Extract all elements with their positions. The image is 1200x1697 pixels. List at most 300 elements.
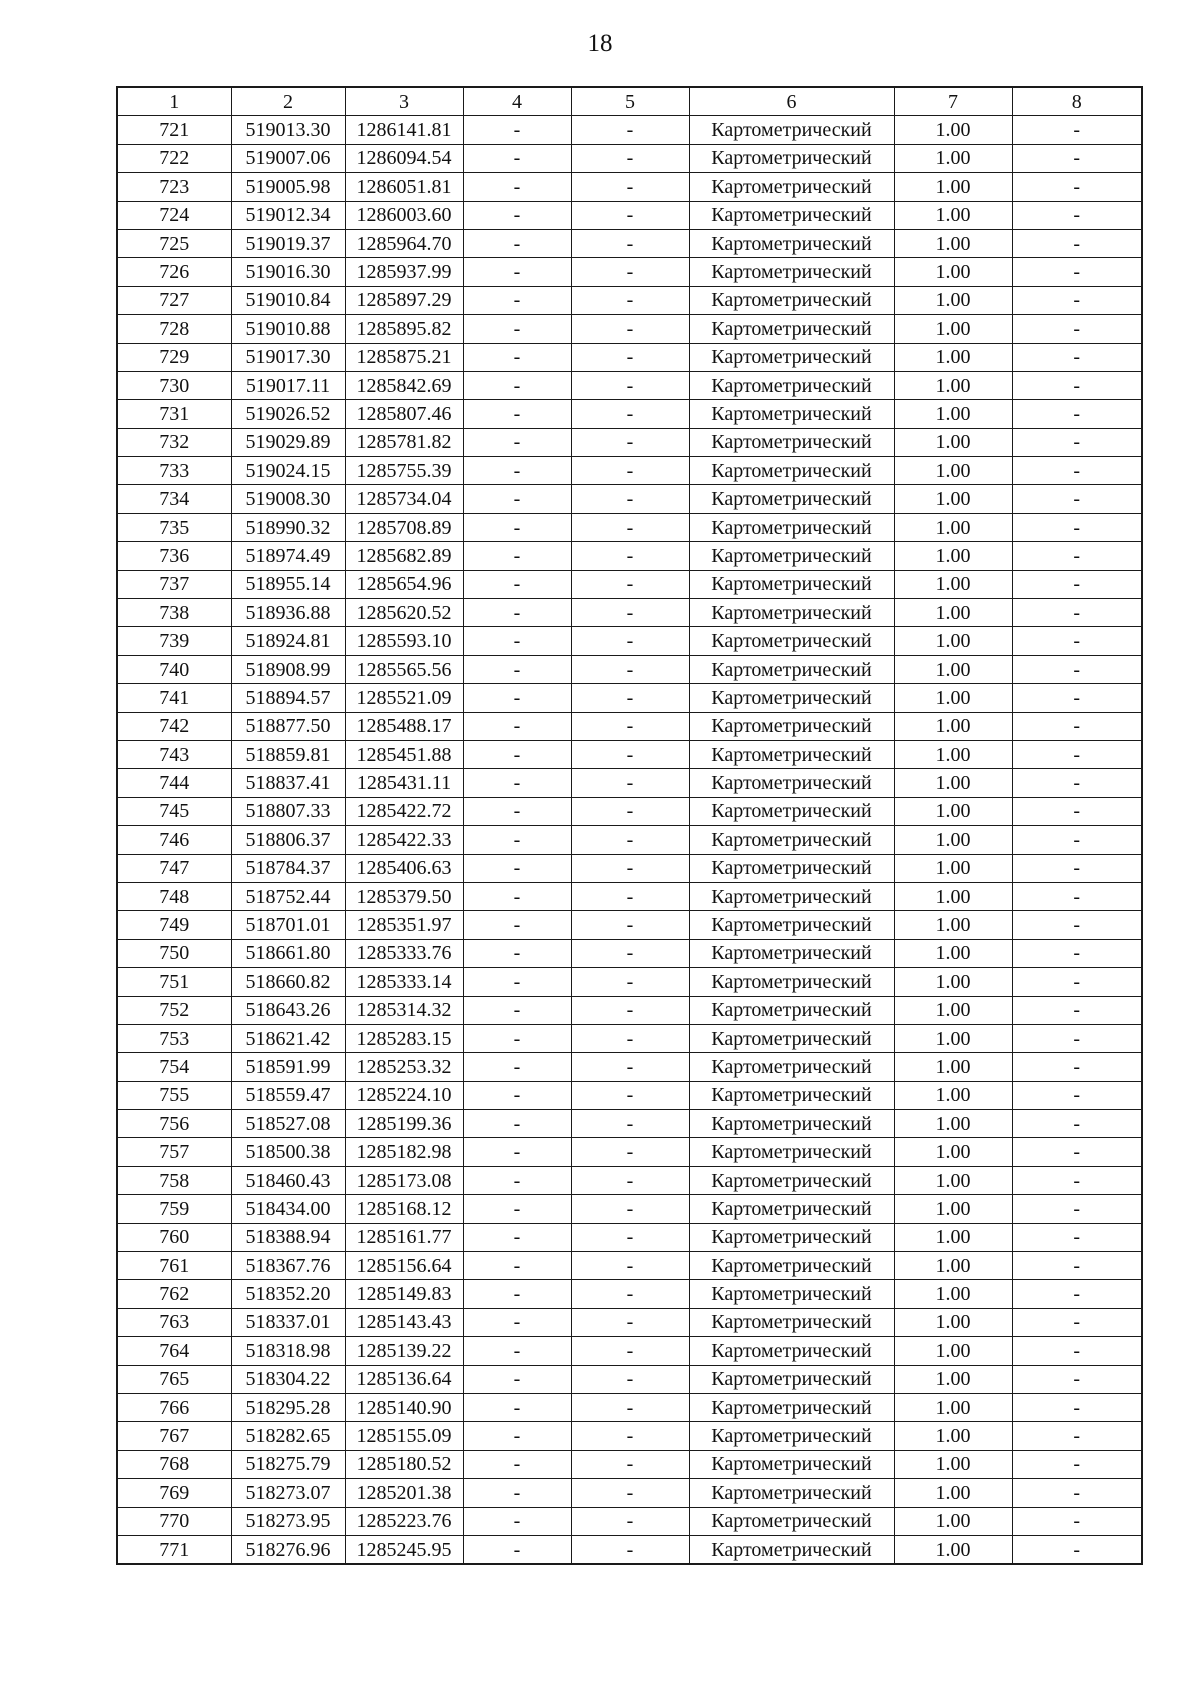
col8-cell: - (1012, 258, 1142, 286)
accuracy-cell: 1.00 (894, 485, 1012, 513)
table-header-row (117, 87, 1142, 116)
col4-cell: - (463, 229, 571, 257)
method-cell: Картометрический (689, 400, 894, 428)
column-header: 2 (231, 87, 345, 116)
col8-cell: - (1012, 1308, 1142, 1336)
col5-cell: - (571, 599, 689, 627)
point-number-cell: 736 (117, 542, 231, 570)
col4-cell: - (463, 740, 571, 768)
col4-cell: - (463, 882, 571, 910)
col4-cell: - (463, 1365, 571, 1393)
table-row (117, 1507, 1142, 1535)
method-cell: Картометрический (689, 1166, 894, 1194)
point-number-cell: 731 (117, 400, 231, 428)
table-row (117, 655, 1142, 683)
table-row (117, 740, 1142, 768)
point-number-cell: 722 (117, 144, 231, 172)
x-coordinate-cell: 518367.76 (231, 1252, 345, 1280)
col8-cell: - (1012, 1195, 1142, 1223)
y-coordinate-cell: 1285351.97 (345, 911, 463, 939)
table-row (117, 1252, 1142, 1280)
point-number-cell: 744 (117, 769, 231, 797)
y-coordinate-cell: 1285897.29 (345, 286, 463, 314)
col8-cell: - (1012, 229, 1142, 257)
table-row (117, 996, 1142, 1024)
point-number-cell: 725 (117, 229, 231, 257)
point-number-cell: 748 (117, 882, 231, 910)
col8-cell: - (1012, 1393, 1142, 1421)
accuracy-cell: 1.00 (894, 826, 1012, 854)
accuracy-cell: 1.00 (894, 1252, 1012, 1280)
col8-cell: - (1012, 371, 1142, 399)
x-coordinate-cell: 518460.43 (231, 1166, 345, 1194)
method-cell: Картометрический (689, 485, 894, 513)
col4-cell: - (463, 343, 571, 371)
method-cell: Картометрический (689, 1024, 894, 1052)
col8-cell: - (1012, 457, 1142, 485)
table-row (117, 343, 1142, 371)
col8-cell: - (1012, 144, 1142, 172)
col5-cell: - (571, 1110, 689, 1138)
col4-cell: - (463, 854, 571, 882)
col5-cell: - (571, 1195, 689, 1223)
col8-cell: - (1012, 854, 1142, 882)
x-coordinate-cell: 518559.47 (231, 1081, 345, 1109)
col8-cell: - (1012, 968, 1142, 996)
col5-cell: - (571, 1535, 689, 1564)
x-coordinate-cell: 518434.00 (231, 1195, 345, 1223)
y-coordinate-cell: 1285223.76 (345, 1507, 463, 1535)
col5-cell: - (571, 826, 689, 854)
x-coordinate-cell: 518643.26 (231, 996, 345, 1024)
y-coordinate-cell: 1285161.77 (345, 1223, 463, 1251)
accuracy-cell: 1.00 (894, 712, 1012, 740)
accuracy-cell: 1.00 (894, 201, 1012, 229)
col5-cell: - (571, 457, 689, 485)
col5-cell: - (571, 1252, 689, 1280)
table-row (117, 627, 1142, 655)
col4-cell: - (463, 599, 571, 627)
col4-cell: - (463, 1393, 571, 1421)
col8-cell: - (1012, 939, 1142, 967)
table-row (117, 400, 1142, 428)
col4-cell: - (463, 968, 571, 996)
point-number-cell: 750 (117, 939, 231, 967)
table-row (117, 144, 1142, 172)
table-row (117, 1337, 1142, 1365)
col5-cell: - (571, 740, 689, 768)
y-coordinate-cell: 1285708.89 (345, 513, 463, 541)
table-row (117, 1110, 1142, 1138)
y-coordinate-cell: 1285964.70 (345, 229, 463, 257)
table-row (117, 1308, 1142, 1336)
method-cell: Картометрический (689, 513, 894, 541)
col4-cell: - (463, 1535, 571, 1564)
method-cell: Картометрический (689, 1081, 894, 1109)
method-cell: Картометрический (689, 797, 894, 825)
col5-cell: - (571, 1479, 689, 1507)
col5-cell: - (571, 1422, 689, 1450)
accuracy-cell: 1.00 (894, 173, 1012, 201)
method-cell: Картометрический (689, 882, 894, 910)
point-number-cell: 747 (117, 854, 231, 882)
accuracy-cell: 1.00 (894, 1138, 1012, 1166)
x-coordinate-cell: 519010.84 (231, 286, 345, 314)
col4-cell: - (463, 144, 571, 172)
y-coordinate-cell: 1285314.32 (345, 996, 463, 1024)
col5-cell: - (571, 996, 689, 1024)
y-coordinate-cell: 1285139.22 (345, 1337, 463, 1365)
col5-cell: - (571, 542, 689, 570)
method-cell: Картометрический (689, 1280, 894, 1308)
col8-cell: - (1012, 1280, 1142, 1308)
table-row (117, 116, 1142, 144)
col5-cell: - (571, 1507, 689, 1535)
col8-cell: - (1012, 627, 1142, 655)
y-coordinate-cell: 1286003.60 (345, 201, 463, 229)
col8-cell: - (1012, 542, 1142, 570)
y-coordinate-cell: 1285807.46 (345, 400, 463, 428)
y-coordinate-cell: 1285143.43 (345, 1308, 463, 1336)
point-number-cell: 743 (117, 740, 231, 768)
accuracy-cell: 1.00 (894, 570, 1012, 598)
col5-cell: - (571, 1024, 689, 1052)
accuracy-cell: 1.00 (894, 343, 1012, 371)
table-row (117, 1280, 1142, 1308)
y-coordinate-cell: 1286141.81 (345, 116, 463, 144)
x-coordinate-cell: 519008.30 (231, 485, 345, 513)
method-cell: Картометрический (689, 1365, 894, 1393)
col8-cell: - (1012, 1479, 1142, 1507)
point-number-cell: 762 (117, 1280, 231, 1308)
col8-cell: - (1012, 1507, 1142, 1535)
column-header: 7 (894, 87, 1012, 116)
col4-cell: - (463, 996, 571, 1024)
table-row (117, 968, 1142, 996)
y-coordinate-cell: 1285199.36 (345, 1110, 463, 1138)
accuracy-cell: 1.00 (894, 797, 1012, 825)
table-row (117, 428, 1142, 456)
y-coordinate-cell: 1285682.89 (345, 542, 463, 570)
table-row (117, 258, 1142, 286)
col4-cell: - (463, 286, 571, 314)
point-number-cell: 721 (117, 116, 231, 144)
x-coordinate-cell: 519016.30 (231, 258, 345, 286)
col5-cell: - (571, 655, 689, 683)
accuracy-cell: 1.00 (894, 144, 1012, 172)
column-header: 4 (463, 87, 571, 116)
y-coordinate-cell: 1285156.64 (345, 1252, 463, 1280)
x-coordinate-cell: 519029.89 (231, 428, 345, 456)
col4-cell: - (463, 712, 571, 740)
col8-cell: - (1012, 911, 1142, 939)
point-number-cell: 733 (117, 457, 231, 485)
y-coordinate-cell: 1285149.83 (345, 1280, 463, 1308)
table-row (117, 513, 1142, 541)
method-cell: Картометрический (689, 684, 894, 712)
col5-cell: - (571, 400, 689, 428)
method-cell: Картометрический (689, 996, 894, 1024)
method-cell: Картометрический (689, 599, 894, 627)
col8-cell: - (1012, 769, 1142, 797)
method-cell: Картометрический (689, 286, 894, 314)
col5-cell: - (571, 911, 689, 939)
table-row (117, 1195, 1142, 1223)
table-row (117, 1535, 1142, 1564)
y-coordinate-cell: 1285593.10 (345, 627, 463, 655)
method-cell: Картометрический (689, 1450, 894, 1478)
col8-cell: - (1012, 286, 1142, 314)
y-coordinate-cell: 1285937.99 (345, 258, 463, 286)
table-row (117, 570, 1142, 598)
x-coordinate-cell: 518877.50 (231, 712, 345, 740)
table-row (117, 854, 1142, 882)
x-coordinate-cell: 518388.94 (231, 1223, 345, 1251)
col4-cell: - (463, 1280, 571, 1308)
y-coordinate-cell: 1285781.82 (345, 428, 463, 456)
table-row (117, 1053, 1142, 1081)
x-coordinate-cell: 518974.49 (231, 542, 345, 570)
col4-cell: - (463, 1024, 571, 1052)
accuracy-cell: 1.00 (894, 1195, 1012, 1223)
y-coordinate-cell: 1285379.50 (345, 882, 463, 910)
col5-cell: - (571, 258, 689, 286)
x-coordinate-cell: 518591.99 (231, 1053, 345, 1081)
method-cell: Картометрический (689, 428, 894, 456)
accuracy-cell: 1.00 (894, 939, 1012, 967)
accuracy-cell: 1.00 (894, 457, 1012, 485)
accuracy-cell: 1.00 (894, 116, 1012, 144)
accuracy-cell: 1.00 (894, 513, 1012, 541)
col8-cell: - (1012, 1110, 1142, 1138)
y-coordinate-cell: 1285180.52 (345, 1450, 463, 1478)
col8-cell: - (1012, 173, 1142, 201)
method-cell: Картометрический (689, 457, 894, 485)
accuracy-cell: 1.00 (894, 1365, 1012, 1393)
accuracy-cell: 1.00 (894, 1280, 1012, 1308)
col4-cell: - (463, 684, 571, 712)
col4-cell: - (463, 542, 571, 570)
x-coordinate-cell: 519017.30 (231, 343, 345, 371)
method-cell: Картометрический (689, 229, 894, 257)
accuracy-cell: 1.00 (894, 1507, 1012, 1535)
y-coordinate-cell: 1285431.11 (345, 769, 463, 797)
col5-cell: - (571, 1081, 689, 1109)
col4-cell: - (463, 258, 571, 286)
col8-cell: - (1012, 1024, 1142, 1052)
accuracy-cell: 1.00 (894, 684, 1012, 712)
col5-cell: - (571, 343, 689, 371)
x-coordinate-cell: 518990.32 (231, 513, 345, 541)
col8-cell: - (1012, 428, 1142, 456)
col5-cell: - (571, 1393, 689, 1421)
table-row (117, 229, 1142, 257)
y-coordinate-cell: 1285734.04 (345, 485, 463, 513)
accuracy-cell: 1.00 (894, 882, 1012, 910)
point-number-cell: 726 (117, 258, 231, 286)
table-row (117, 1138, 1142, 1166)
table-row (117, 1393, 1142, 1421)
point-number-cell: 770 (117, 1507, 231, 1535)
col8-cell: - (1012, 570, 1142, 598)
col8-cell: - (1012, 826, 1142, 854)
col4-cell: - (463, 428, 571, 456)
point-number-cell: 742 (117, 712, 231, 740)
method-cell: Картометрический (689, 968, 894, 996)
col4-cell: - (463, 201, 571, 229)
col8-cell: - (1012, 400, 1142, 428)
accuracy-cell: 1.00 (894, 286, 1012, 314)
table-row (117, 201, 1142, 229)
x-coordinate-cell: 518621.42 (231, 1024, 345, 1052)
table-row (117, 1422, 1142, 1450)
x-coordinate-cell: 518807.33 (231, 797, 345, 825)
point-number-cell: 771 (117, 1535, 231, 1564)
col5-cell: - (571, 854, 689, 882)
point-number-cell: 753 (117, 1024, 231, 1052)
method-cell: Картометрический (689, 655, 894, 683)
column-header: 6 (689, 87, 894, 116)
col8-cell: - (1012, 513, 1142, 541)
x-coordinate-cell: 518924.81 (231, 627, 345, 655)
accuracy-cell: 1.00 (894, 1422, 1012, 1450)
col5-cell: - (571, 173, 689, 201)
accuracy-cell: 1.00 (894, 1450, 1012, 1478)
table-row (117, 286, 1142, 314)
table-row (117, 826, 1142, 854)
col4-cell: - (463, 400, 571, 428)
col8-cell: - (1012, 343, 1142, 371)
y-coordinate-cell: 1285875.21 (345, 343, 463, 371)
y-coordinate-cell: 1285521.09 (345, 684, 463, 712)
method-cell: Картометрический (689, 1337, 894, 1365)
point-number-cell: 735 (117, 513, 231, 541)
x-coordinate-cell: 518273.07 (231, 1479, 345, 1507)
x-coordinate-cell: 518908.99 (231, 655, 345, 683)
point-number-cell: 769 (117, 1479, 231, 1507)
y-coordinate-cell: 1285451.88 (345, 740, 463, 768)
y-coordinate-cell: 1285245.95 (345, 1535, 463, 1564)
point-number-cell: 754 (117, 1053, 231, 1081)
point-number-cell: 740 (117, 655, 231, 683)
method-cell: Картометрический (689, 854, 894, 882)
col8-cell: - (1012, 599, 1142, 627)
accuracy-cell: 1.00 (894, 911, 1012, 939)
col4-cell: - (463, 1138, 571, 1166)
accuracy-cell: 1.00 (894, 1393, 1012, 1421)
col4-cell: - (463, 1507, 571, 1535)
col5-cell: - (571, 684, 689, 712)
point-number-cell: 761 (117, 1252, 231, 1280)
col8-cell: - (1012, 740, 1142, 768)
accuracy-cell: 1.00 (894, 996, 1012, 1024)
point-number-cell: 756 (117, 1110, 231, 1138)
col5-cell: - (571, 627, 689, 655)
table-row (117, 315, 1142, 343)
col4-cell: - (463, 769, 571, 797)
col4-cell: - (463, 1479, 571, 1507)
col5-cell: - (571, 1337, 689, 1365)
col5-cell: - (571, 882, 689, 910)
col5-cell: - (571, 570, 689, 598)
point-number-cell: 752 (117, 996, 231, 1024)
x-coordinate-cell: 518337.01 (231, 1308, 345, 1336)
accuracy-cell: 1.00 (894, 968, 1012, 996)
col5-cell: - (571, 1138, 689, 1166)
col5-cell: - (571, 513, 689, 541)
method-cell: Картометрический (689, 826, 894, 854)
point-number-cell: 728 (117, 315, 231, 343)
col8-cell: - (1012, 797, 1142, 825)
col5-cell: - (571, 1450, 689, 1478)
col5-cell: - (571, 485, 689, 513)
x-coordinate-cell: 519026.52 (231, 400, 345, 428)
col8-cell: - (1012, 485, 1142, 513)
method-cell: Картометрический (689, 1479, 894, 1507)
col4-cell: - (463, 1308, 571, 1336)
point-number-cell: 765 (117, 1365, 231, 1393)
y-coordinate-cell: 1285283.15 (345, 1024, 463, 1052)
table-row (117, 1166, 1142, 1194)
col4-cell: - (463, 655, 571, 683)
point-number-cell: 738 (117, 599, 231, 627)
col4-cell: - (463, 1166, 571, 1194)
col4-cell: - (463, 826, 571, 854)
x-coordinate-cell: 518318.98 (231, 1337, 345, 1365)
y-coordinate-cell: 1285140.90 (345, 1393, 463, 1421)
point-number-cell: 768 (117, 1450, 231, 1478)
accuracy-cell: 1.00 (894, 1024, 1012, 1052)
col5-cell: - (571, 1308, 689, 1336)
y-coordinate-cell: 1285406.63 (345, 854, 463, 882)
table-row (117, 485, 1142, 513)
col5-cell: - (571, 769, 689, 797)
point-number-cell: 723 (117, 173, 231, 201)
method-cell: Картометрический (689, 1422, 894, 1450)
x-coordinate-cell: 518500.38 (231, 1138, 345, 1166)
col5-cell: - (571, 315, 689, 343)
x-coordinate-cell: 518701.01 (231, 911, 345, 939)
table-row (117, 1479, 1142, 1507)
col5-cell: - (571, 968, 689, 996)
col5-cell: - (571, 939, 689, 967)
table-row (117, 684, 1142, 712)
point-number-cell: 763 (117, 1308, 231, 1336)
col8-cell: - (1012, 684, 1142, 712)
point-number-cell: 759 (117, 1195, 231, 1223)
y-coordinate-cell: 1285155.09 (345, 1422, 463, 1450)
col5-cell: - (571, 1053, 689, 1081)
y-coordinate-cell: 1285654.96 (345, 570, 463, 598)
point-number-cell: 737 (117, 570, 231, 598)
table-row (117, 911, 1142, 939)
col4-cell: - (463, 627, 571, 655)
method-cell: Картометрический (689, 769, 894, 797)
point-number-cell: 767 (117, 1422, 231, 1450)
col4-cell: - (463, 173, 571, 201)
method-cell: Картометрический (689, 1195, 894, 1223)
method-cell: Картометрический (689, 173, 894, 201)
col4-cell: - (463, 1195, 571, 1223)
col4-cell: - (463, 1337, 571, 1365)
accuracy-cell: 1.00 (894, 1053, 1012, 1081)
accuracy-cell: 1.00 (894, 542, 1012, 570)
accuracy-cell: 1.00 (894, 1223, 1012, 1251)
method-cell: Картометрический (689, 1393, 894, 1421)
col8-cell: - (1012, 1138, 1142, 1166)
x-coordinate-cell: 518955.14 (231, 570, 345, 598)
y-coordinate-cell: 1286094.54 (345, 144, 463, 172)
